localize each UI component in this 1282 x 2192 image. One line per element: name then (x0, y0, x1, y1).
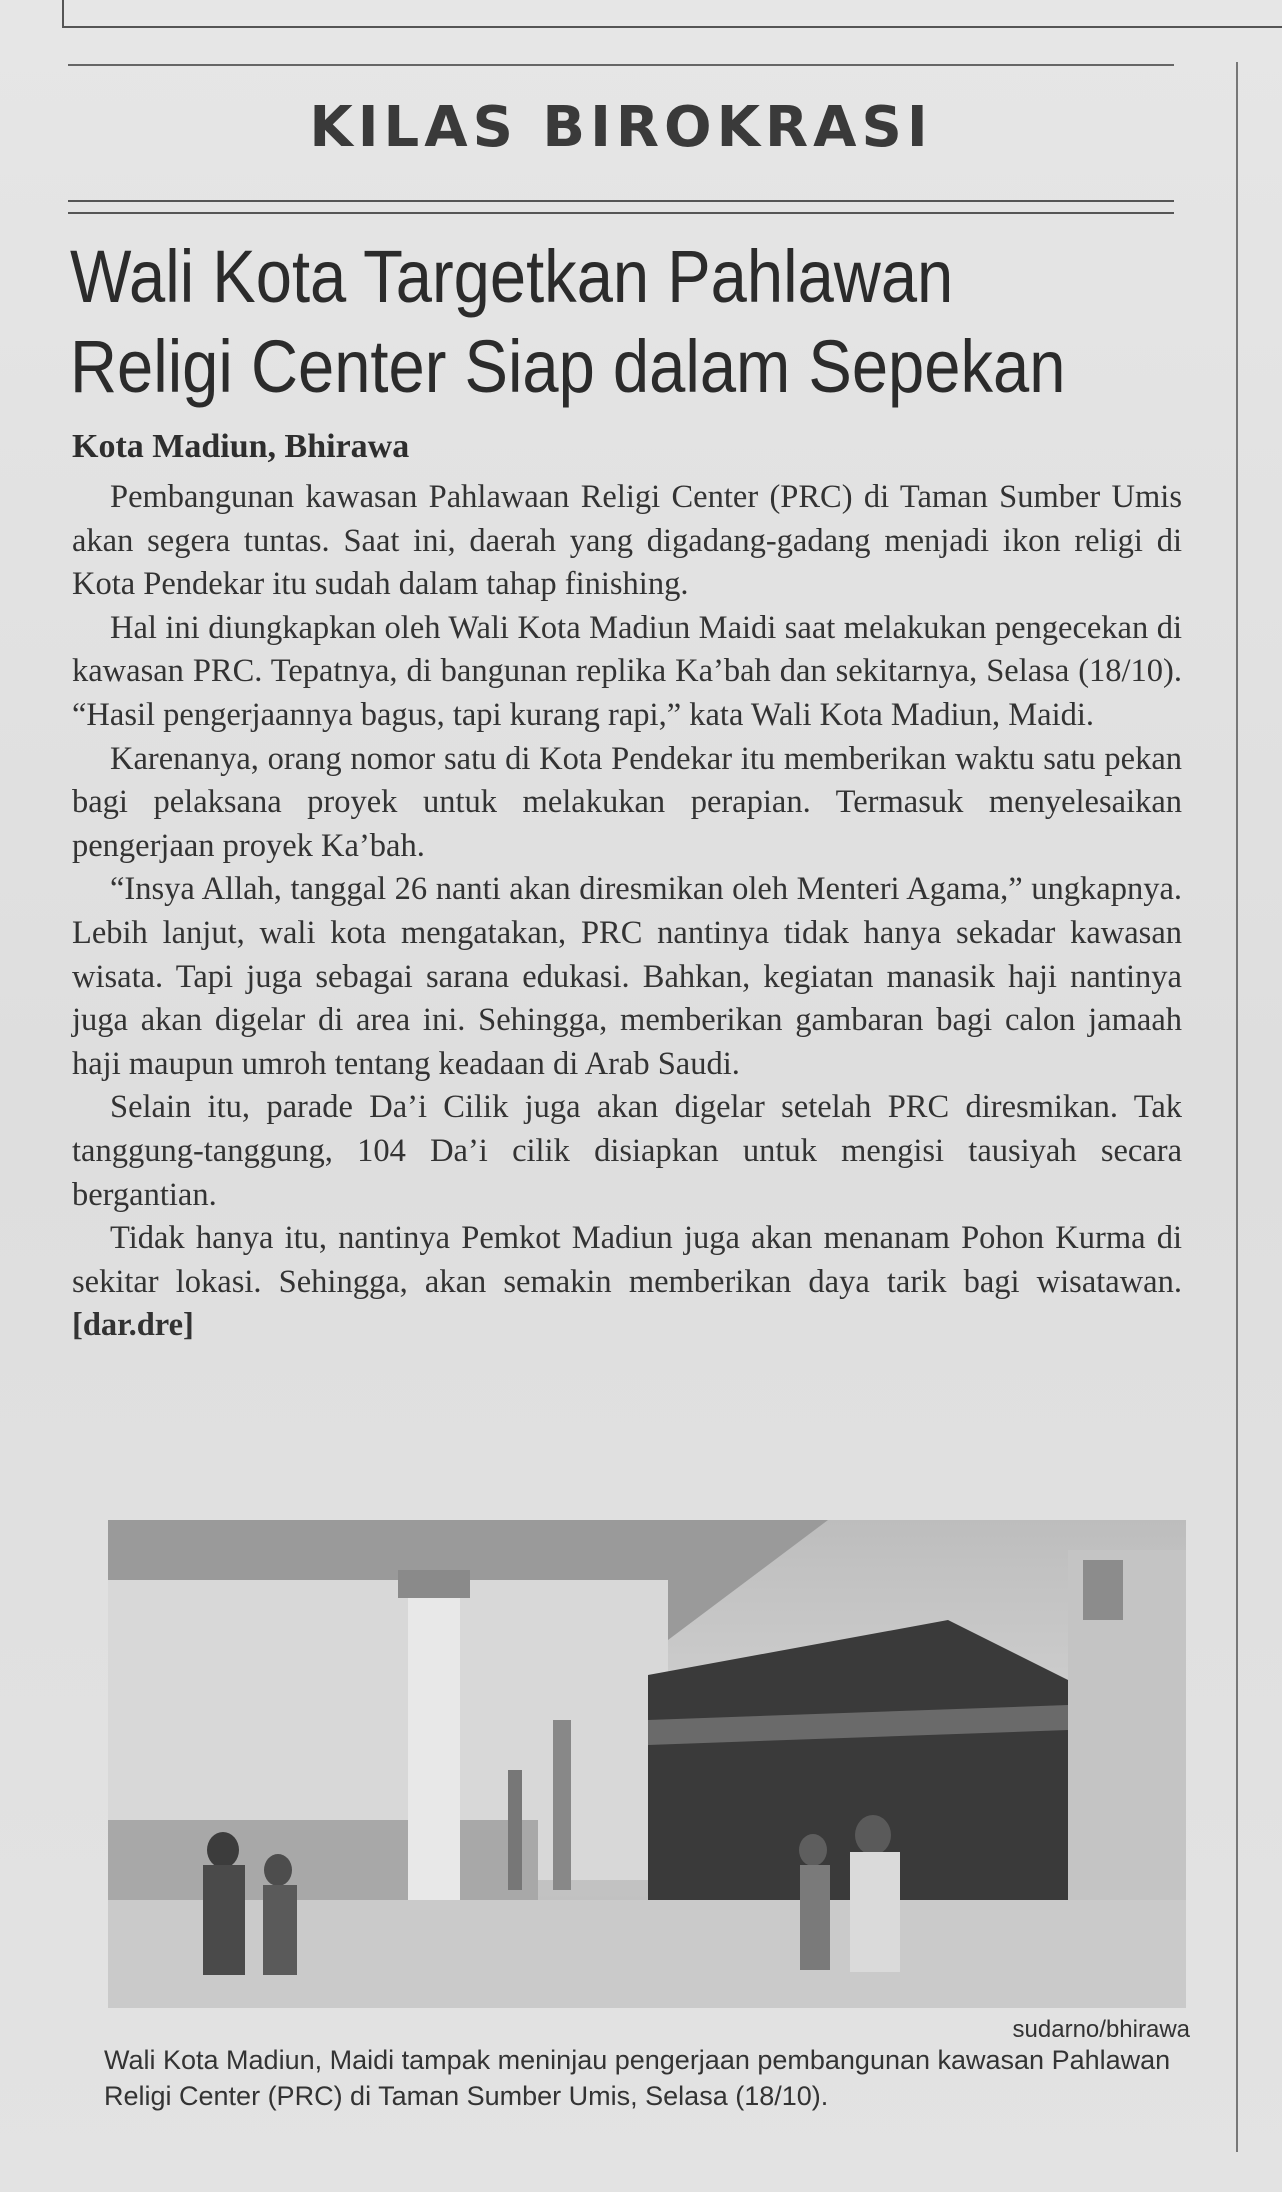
top-border-rule (62, 26, 1282, 28)
distant-structures (108, 1820, 538, 1900)
photo-credit: sudarno/bhirawa (1012, 2016, 1190, 2043)
photo-caption: Wali Kota Madiun, Maidi tampak meninjau pengerjaan pembangunan kawasan Pahlawan Religi Center (PRC) di Taman Sumber Umis, Selasa (18/10). (104, 2045, 1171, 2111)
person-body (800, 1865, 830, 1970)
article-paragraph: Karenanya, orang nomor satu di Kota Pendekar itu memberikan waktu satu pekan bagi pelaksana proyek untuk melakukan perapian. Termasuk menyelesaikan pengerjaan proyek Ka’bah. (72, 740, 1182, 864)
article-paragraph: Selain itu, parade Da’i Cilik juga akan digelar setelah PRC diresmikan. Tak tanggung-tanggung, 104 Da’i cilik disiapkan untuk mengisi tausiyah secara bergantian. (72, 1089, 1182, 1213)
article-paragraph: Hal ini diungkapkan oleh Wali Kota Madiun Maidi saat melakukan pengecekan di kawasan PRC. Tepatnya, di bangunan replika Ka’bah dan sekitarnya, Selasa (18/10). “Hasil pengerjaannya bagus, tapi kurang rapi,” kata Wali Kota Madiun, Maidi. (72, 609, 1182, 733)
section-title: KILAS BIROKRASI (309, 95, 933, 160)
article-paragraph: “Insya Allah, tanggal 26 nanti akan diresmikan oleh Menteri Agama,” ungkapnya. Lebih lanjut, wali kota mengatakan, PRC nantinya tidak hanya sekadar kawasan wisata. Tapi juga sebagai sarana edukasi. Bahkan, kegiatan manasik haji nantinya juga akan digelar di area ini. Sehingga, memberikan gambaran bagi calon jamaah haji maupun umroh tentang keadaan di Arab Saudi. (72, 871, 1182, 1082)
person-head (264, 1854, 292, 1886)
person-body (203, 1865, 245, 1975)
article-photo (108, 1520, 1186, 2008)
person-head (799, 1834, 827, 1866)
lamp-post (553, 1720, 571, 1890)
article-paragraph: Pembangunan kawasan Pahlawaan Religi Center (PRC) di Taman Sumber Umis akan segera tuntas. Saat ini, daerah yang digadang-gadang menjadi ikon religi di Kota Pendekar itu sudah dalam tahap finishing. (72, 479, 1182, 603)
article-body (72, 476, 1182, 1348)
person-body (850, 1852, 900, 1972)
headline-line-2: Religi Center Siap dalam Sepekan (70, 325, 1066, 408)
article-dateline: Kota Madiun, Bhirawa (72, 428, 410, 465)
article-paragraph-text: Tidak hanya itu, nantinya Pemkot Madiun juga akan menanam Pohon Kurma di sekitar lokasi. Sehingga, akan semakin memberikan daya tarik bagi wisatawan. (72, 1220, 1182, 1300)
column-divider-rule (1236, 62, 1238, 2152)
section-header-rule-top (68, 64, 1174, 66)
kaaba-replica-photo (108, 1520, 1186, 2008)
section-header-rule-bottom-2 (68, 212, 1174, 214)
person-head (207, 1832, 239, 1868)
top-left-border-rule (62, 0, 64, 28)
headline-line-1: Wali Kota Targetkan Pahlawan (70, 235, 954, 318)
person-head (855, 1815, 891, 1855)
author-credit: [dar.dre] (72, 1307, 194, 1344)
pillar-capital (398, 1570, 470, 1598)
person-body (263, 1885, 297, 1975)
white-pillar (408, 1570, 460, 1920)
tower-window (1083, 1560, 1123, 1620)
article-headline (70, 232, 1082, 412)
lamp-post (508, 1770, 522, 1890)
section-header-rule-bottom-1 (68, 200, 1174, 202)
article-paragraph-last (72, 1217, 1182, 1348)
